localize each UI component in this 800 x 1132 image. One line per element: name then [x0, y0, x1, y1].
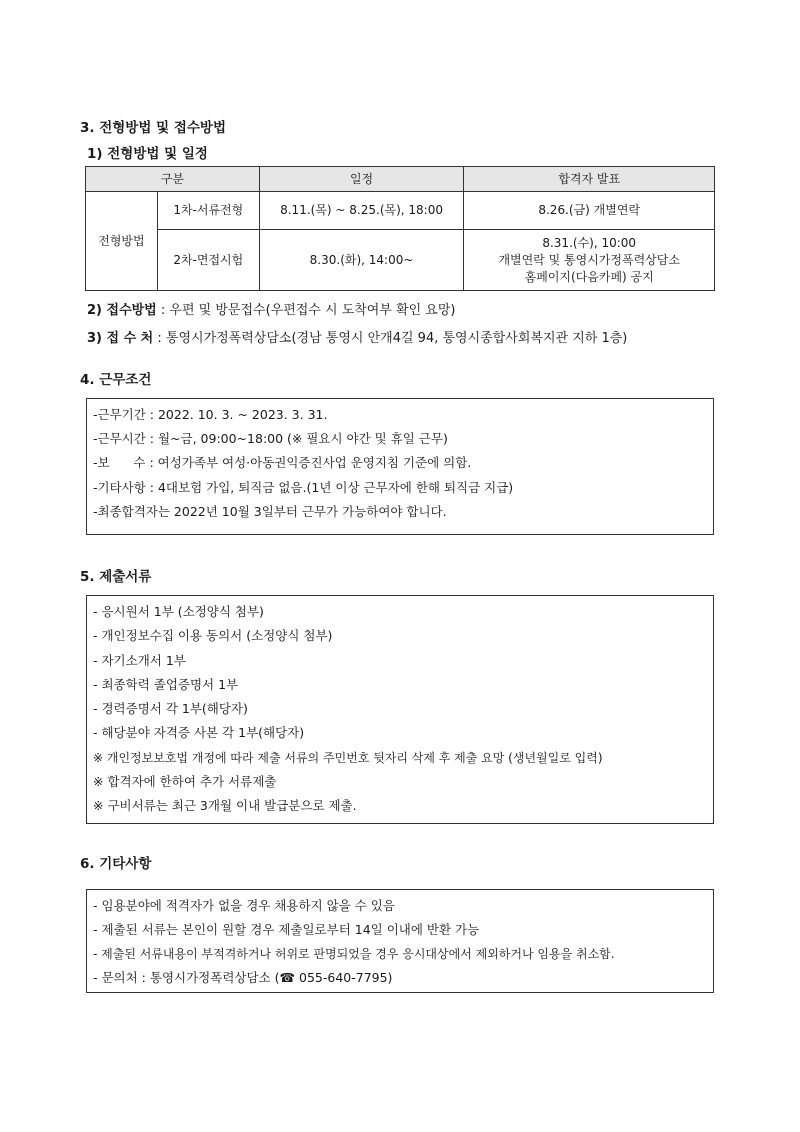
result-line: 8.31.(수), 10:00: [542, 235, 637, 250]
header-category: 구분: [86, 167, 260, 192]
list-item: ※ 구비서류는 최근 3개월 이내 발급분으로 제출.: [93, 798, 357, 814]
list-item: -최종합격자는 2022년 10월 3일부터 근무가 가능하여야 합니다.: [93, 503, 447, 519]
list-item: - 자기소개서 1부: [93, 652, 186, 668]
list-item: - 제출된 서류내용이 부적격하거나 허위로 판명되었을 경우 응시대상에서 제외하거나 임용을 취소함.: [93, 947, 615, 961]
documents-box: [86, 595, 714, 824]
result-cell: [464, 230, 715, 291]
list-item: - 해당분야 자격증 사본 각 1부(해당자): [93, 725, 305, 741]
list-item: ※ 개인정보보호법 개정에 따라 제출 서류의 주민번호 뒷자리 삭제 후 제출 요망 (생년월일로 입력): [93, 750, 603, 765]
list-item: - 개인정보수집 이용 동의서 (소정양식 첨부): [93, 628, 333, 644]
section-6-heading: 6. 기타사항: [80, 856, 152, 872]
table-header-row: [86, 167, 715, 192]
table-row: [86, 230, 715, 291]
subsection-1-heading: 1) 전형방법 및 일정: [87, 146, 208, 162]
section-4-heading: 4. 근무조건: [80, 372, 152, 388]
submission-method-label: 2) 접수방법: [87, 303, 157, 318]
stage-cell: 2차-면접시험: [157, 230, 259, 291]
list-item: - 제출된 서류는 본인이 원할 경우 제출일로부터 14일 이내에 반환 가능: [93, 922, 480, 937]
stage-cell: 1차-서류전형: [157, 192, 259, 230]
submission-place: [87, 327, 627, 346]
list-item: - 응시원서 1부 (소정양식 첨부): [93, 604, 264, 619]
schedule-table: [85, 166, 715, 291]
work-conditions-box: [86, 398, 714, 535]
category-cell: 전형방법: [86, 192, 158, 291]
list-item: - 문의처 : 통영시가정폭력상담소 (☎ 055-640-7795): [93, 970, 393, 985]
submission-place-text: : 통영시가정폭력상담소(경남 통영시 안개4길 94, 통영시종합사회복지관 지하 1층): [153, 331, 628, 346]
header-schedule: 일정: [259, 167, 464, 192]
schedule-cell: 8.30.(화), 14:00~: [259, 230, 464, 291]
submission-method: [87, 299, 456, 318]
list-item: -근무시간 : 월~금, 09:00~18:00 (※ 필요시 야간 및 휴일 근무): [93, 431, 448, 447]
section-3-heading: 3. 전형방법 및 접수방법: [80, 120, 226, 136]
header-result: 합격자 발표: [464, 167, 715, 192]
submission-method-text: : 우편 및 방문접수(우편접수 시 도착여부 확인 요망): [156, 303, 456, 318]
list-item: - 경력증명서 각 1부(해당자): [93, 701, 248, 717]
list-item: -보 수 : 여성가족부 여성·아동권익증진사업 운영지침 기준에 의함.: [93, 455, 472, 471]
table-row: [86, 192, 715, 230]
result-cell: [464, 192, 715, 230]
list-item: -기타사항 : 4대보험 가입, 퇴직금 없음.(1년 이상 근무자에 한해 퇴직금 지급): [93, 479, 514, 495]
result-line: 8.26.(금) 개별연락: [538, 203, 641, 217]
result-line: 홈페이지(다음카페) 공지: [524, 269, 654, 284]
section-5-heading: 5. 제출서류: [80, 569, 152, 585]
schedule-cell: 8.11.(목) ~ 8.25.(목), 18:00: [259, 192, 464, 230]
list-item: -근무기간 : 2022. 10. 3. ~ 2023. 3. 31.: [93, 407, 328, 422]
result-line: 개별연락 및 통영시가정폭력상담소: [498, 252, 680, 267]
list-item: ※ 합격자에 한하여 추가 서류제출: [93, 774, 277, 790]
list-item: - 최종학력 졸업증명서 1부: [93, 676, 239, 692]
etc-box: [86, 889, 714, 993]
list-item: - 임용분야에 적격자가 없을 경우 채용하지 않을 수 있음: [93, 898, 395, 913]
submission-place-label: 3) 접 수 처: [87, 331, 154, 346]
